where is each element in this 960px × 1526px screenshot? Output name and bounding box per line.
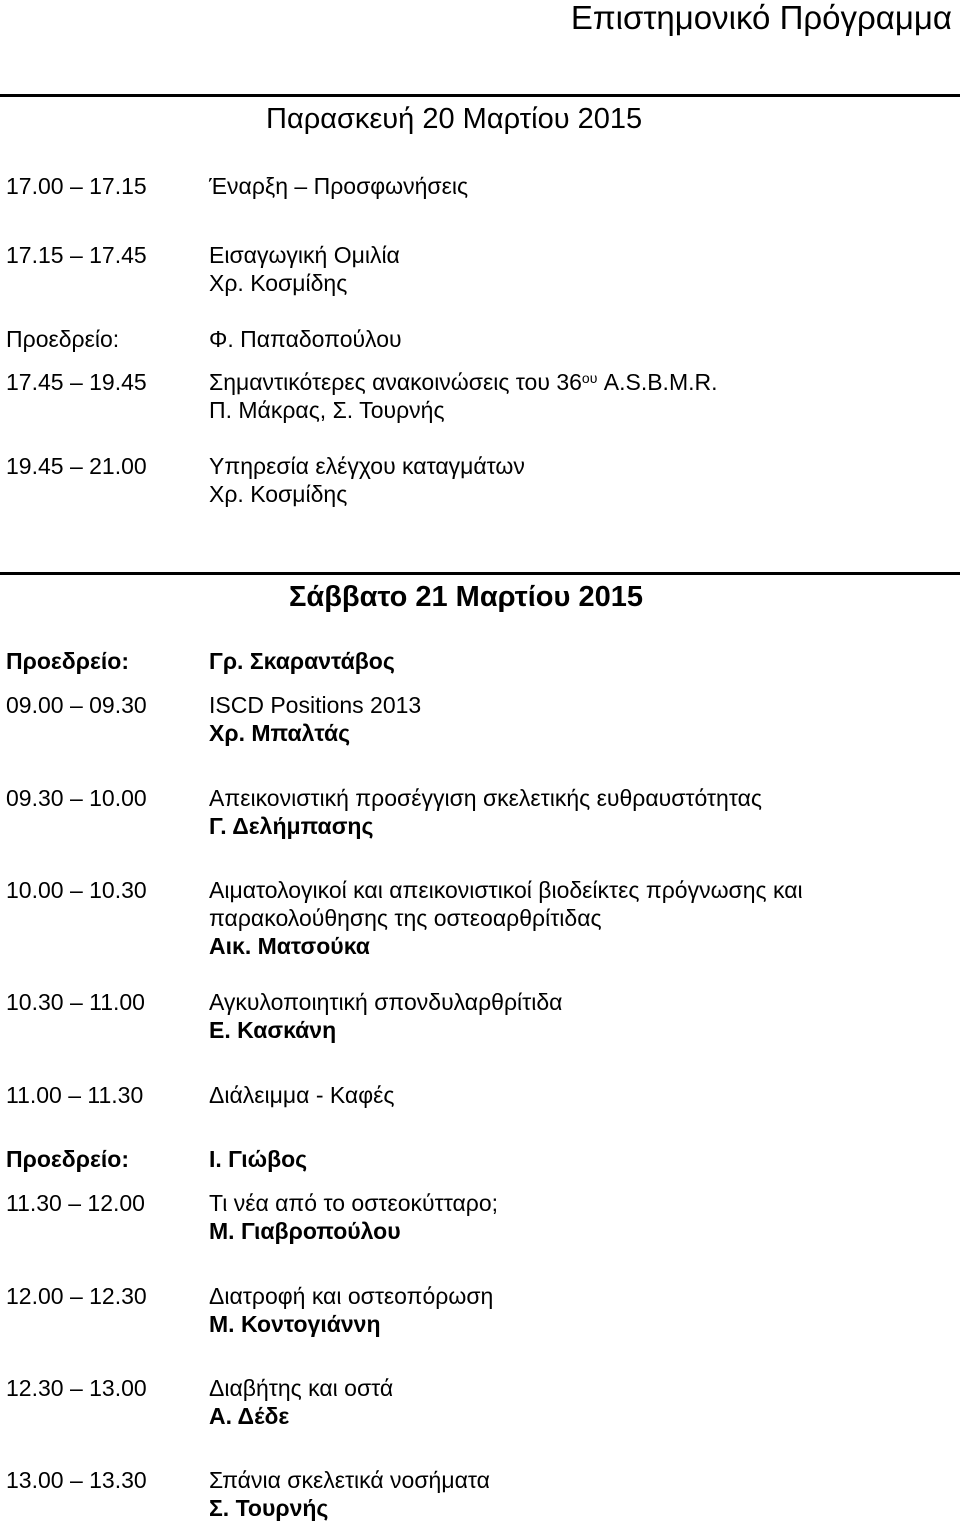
session-title-cont: παρακολούθησης της οστεοαρθρίτιδας xyxy=(209,905,602,931)
session-time: 19.45 – 21.00 xyxy=(6,453,147,479)
session-time: 17.15 – 17.45 xyxy=(6,242,147,268)
session-time: 12.00 – 12.30 xyxy=(6,1283,147,1309)
divider-rule xyxy=(0,572,960,575)
session-time: 17.45 – 19.45 xyxy=(6,369,147,395)
chair-name: Φ. Παπαδοπούλου xyxy=(209,326,402,352)
chair-name: Ι. Γιώβος xyxy=(209,1146,308,1172)
session-title: Υπηρεσία ελέγχου καταγμάτων xyxy=(209,453,525,479)
session-time: 11.30 – 12.00 xyxy=(6,1190,145,1216)
chair-name: Γρ. Σκαραντάβος xyxy=(209,648,395,674)
session-title: Αιματολογικοί και απεικονιστικοί βιοδείκτες πρόγνωσης και xyxy=(209,877,803,903)
session-speaker: Γ. Δελήμπασης xyxy=(209,813,374,839)
session-title: Διάλειμμα - Καφές xyxy=(209,1082,395,1108)
session-time: 09.30 – 10.00 xyxy=(6,785,147,811)
session-time: 13.00 – 13.30 xyxy=(6,1467,147,1493)
chair-label: Προεδρείο: xyxy=(6,326,120,352)
session-speaker: Μ. Γιαβροπούλου xyxy=(209,1218,401,1244)
session-speaker: Π. Μάκρας, Σ. Τουρνής xyxy=(209,397,445,423)
session-time: 12.30 – 13.00 xyxy=(6,1375,147,1401)
session-speaker: Χρ. Μπαλτάς xyxy=(209,720,351,746)
session-title: Διατροφή και οστεοπόρωση xyxy=(209,1283,494,1309)
document-title: Επιστημονικό Πρόγραμμα xyxy=(570,0,952,36)
session-title: Αγκυλοποιητική σπονδυλαρθρίτιδα xyxy=(209,989,563,1015)
session-time: 10.30 – 11.00 xyxy=(6,989,145,1015)
session-time: 17.00 – 17.15 xyxy=(6,173,147,199)
session-speaker: Σ. Τουρνής xyxy=(209,1495,329,1521)
session-title: ISCD Positions 2013 xyxy=(209,692,422,718)
session-title: Απεικονιστική προσέγγιση σκελετικής ευθραυστότητας xyxy=(209,785,762,811)
session-speaker: Χρ. Κοσμίδης xyxy=(209,481,348,507)
session-title: Σημαντικότερες ανακοινώσεις του $36^{o\upsilon}$ A.S.B.M.R. xyxy=(209,369,718,395)
chair-label: Προεδρείο: xyxy=(6,648,129,674)
session-time: 09.00 – 09.30 xyxy=(6,692,147,718)
day1-heading: Παρασκευή 20 Μαρτίου 2015 xyxy=(266,103,643,135)
session-speaker: Α. Δέδε xyxy=(209,1403,290,1429)
session-speaker: Αικ. Ματσούκα xyxy=(209,933,370,959)
session-speaker: Ε. Κασκάνη xyxy=(209,1017,337,1043)
session-time: 11.00 – 11.30 xyxy=(6,1082,144,1108)
session-speaker: Μ. Κοντογιάννη xyxy=(209,1311,381,1337)
session-speaker: Χρ. Κοσμίδης xyxy=(209,270,348,296)
session-time: 10.00 – 10.30 xyxy=(6,877,147,903)
day2-heading: Σάββατο 21 Μαρτίου 2015 xyxy=(289,581,643,613)
session-title: Τι νέα από το οστεοκύτταρο; xyxy=(209,1190,499,1216)
session-title: Εισαγωγική Ομιλία xyxy=(209,242,400,268)
divider-rule xyxy=(0,94,960,97)
session-title: Σπάνια σκελετικά νοσήματα xyxy=(209,1467,490,1493)
chair-label: Προεδρείο: xyxy=(6,1146,129,1172)
session-title: Έναρξη – Προσφωνήσεις xyxy=(209,173,469,199)
session-title: Διαβήτης και οστά xyxy=(209,1375,394,1401)
